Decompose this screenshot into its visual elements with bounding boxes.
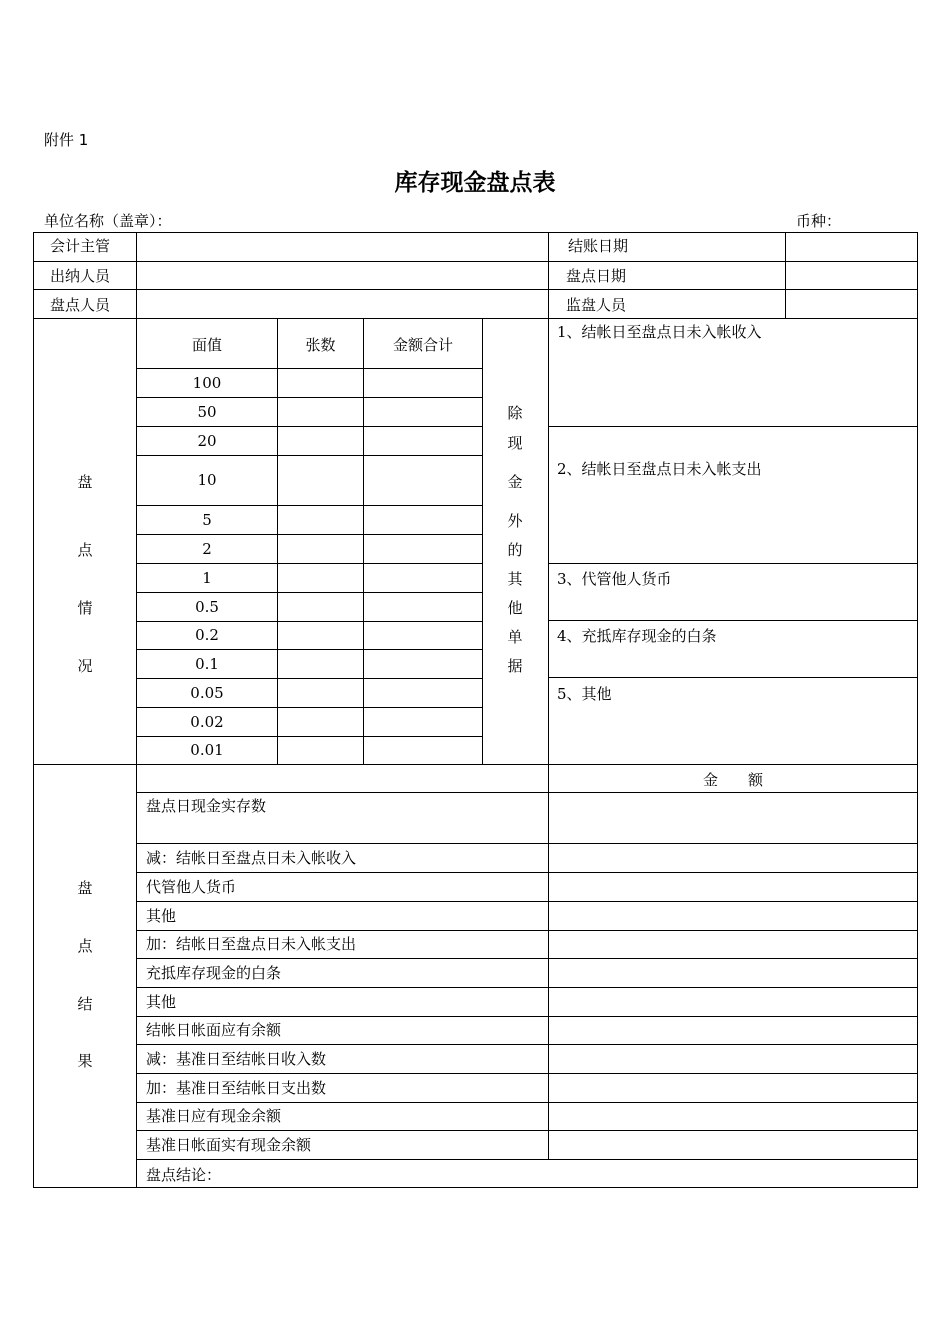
other-item-5: 5、其他 <box>557 685 612 703</box>
closing-date-label: 结账日期 <box>568 237 629 255</box>
result-row-label: 基准日帐面实有现金余额 <box>146 1135 312 1154</box>
currency-label: 币种： <box>796 212 842 230</box>
side-label-char: 除 <box>507 404 523 422</box>
denomination-value: 20 <box>197 431 217 450</box>
denomination-value: 100 <box>192 373 222 392</box>
side-label-char: 单 <box>507 628 523 646</box>
grid-line <box>136 397 483 398</box>
side-label-char: 金 <box>507 473 523 491</box>
side-label-char: 他 <box>507 599 523 617</box>
grid-line <box>136 1016 918 1017</box>
grid-line <box>548 426 918 427</box>
result-row-label: 其他 <box>146 906 177 925</box>
side-label-char: 外 <box>507 512 523 530</box>
grid-line <box>136 736 483 737</box>
result-row-label: 基准日应有现金余额 <box>146 1107 282 1125</box>
supervisor-label: 监盘人员 <box>566 296 627 314</box>
column-sheet-count: 张数 <box>305 336 336 354</box>
other-item-1: 1、结帐日至盘点日未入帐收入 <box>557 323 762 341</box>
side-label-char: 现 <box>507 434 523 452</box>
grid-line <box>136 534 483 535</box>
result-row-label: 加：基准日至结帐日支出数 <box>146 1078 327 1097</box>
grid-line <box>136 958 918 959</box>
denomination-value: 0.2 <box>195 626 219 644</box>
grid-line <box>33 764 918 765</box>
grid-line <box>136 678 483 679</box>
result-row-label: 充抵库存现金的白条 <box>146 963 282 982</box>
grid-line <box>136 792 918 793</box>
grid-line <box>136 987 918 988</box>
column-amount-total: 金额合计 <box>392 336 453 354</box>
grid-line <box>136 1073 918 1074</box>
grid-line <box>136 426 483 427</box>
other-item-3: 3、代管他人货币 <box>557 570 672 588</box>
grid-line <box>136 843 918 844</box>
grid-line <box>548 764 549 1160</box>
result-row-label: 盘点日现金实存数 <box>146 797 267 815</box>
side-label-char: 盘 <box>77 879 93 897</box>
accounting-supervisor-label: 会计主管 <box>50 237 111 255</box>
attachment-label: 附件 1 <box>44 131 89 149</box>
grid-line <box>548 563 918 564</box>
result-row-label: 减：基准日至结帐日收入数 <box>146 1049 327 1068</box>
denomination-value: 1 <box>202 568 212 587</box>
grid-line <box>136 707 483 708</box>
unit-name-label: 单位名称（盖章）： <box>44 212 172 230</box>
denomination-value: 5 <box>202 510 212 529</box>
grid-line <box>136 563 483 564</box>
denomination-value: 0.01 <box>190 741 224 759</box>
result-row-label: 加：结帐日至盘点日未入帐支出 <box>146 935 357 953</box>
denomination-value: 0.02 <box>190 712 224 731</box>
grid-line <box>277 318 278 765</box>
grid-line <box>136 1159 918 1160</box>
side-label-char: 点 <box>77 937 93 955</box>
denomination-value: 50 <box>197 402 217 421</box>
denomination-value: 0.5 <box>195 597 219 616</box>
grid-line <box>548 620 918 621</box>
grid-line <box>363 318 364 765</box>
side-label-char: 情 <box>77 599 93 617</box>
side-label-char: 盘 <box>77 473 93 491</box>
denomination-value: 2 <box>202 539 212 558</box>
page-title: 库存现金盘点表 <box>394 170 556 196</box>
result-row-label: 减：结帐日至盘点日未入帐收入 <box>146 848 357 867</box>
amount-header: 金 额 <box>702 771 763 789</box>
other-item-2: 2、结帐日至盘点日未入帐支出 <box>557 460 762 478</box>
grid-line <box>548 677 918 678</box>
grid-line <box>785 232 786 319</box>
grid-line <box>482 318 483 765</box>
grid-line <box>136 621 483 622</box>
other-item-4: 4、充抵库存现金的白条 <box>557 627 717 645</box>
result-row-label: 代管他人货币 <box>146 877 237 896</box>
result-row-label: 其他 <box>146 992 177 1011</box>
grid-line <box>136 1130 918 1131</box>
result-row-label: 结帐日帐面应有余额 <box>146 1021 282 1039</box>
denomination-value: 0.05 <box>190 683 224 702</box>
cashier-label: 出纳人员 <box>50 267 111 285</box>
side-label-char: 的 <box>507 541 523 559</box>
denomination-value: 0.1 <box>195 654 219 673</box>
grid-line <box>548 232 549 319</box>
side-label-char: 点 <box>77 541 93 559</box>
grid-line <box>136 1044 918 1045</box>
grid-line <box>136 455 483 456</box>
grid-line <box>136 1102 918 1103</box>
side-label-char: 况 <box>77 657 93 675</box>
denomination-value: 10 <box>197 471 217 489</box>
side-label-char: 果 <box>77 1052 93 1070</box>
counter-label: 盘点人员 <box>50 296 111 314</box>
grid-line <box>136 592 483 593</box>
grid-line <box>136 649 483 650</box>
grid-line <box>33 1187 918 1188</box>
side-label-char: 其 <box>507 570 523 588</box>
side-label-char: 结 <box>77 995 93 1013</box>
grid-line <box>136 930 918 931</box>
count-date-label: 盘点日期 <box>566 267 627 285</box>
grid-line <box>136 368 483 369</box>
grid-line <box>136 901 918 902</box>
conclusion-label: 盘点结论： <box>146 1166 222 1184</box>
column-face-value: 面值 <box>191 336 222 354</box>
side-label-char: 据 <box>507 657 523 675</box>
grid-line <box>136 872 918 873</box>
grid-line <box>548 318 549 765</box>
grid-line <box>33 232 34 1188</box>
grid-line <box>136 505 483 506</box>
grid-line <box>136 232 137 319</box>
